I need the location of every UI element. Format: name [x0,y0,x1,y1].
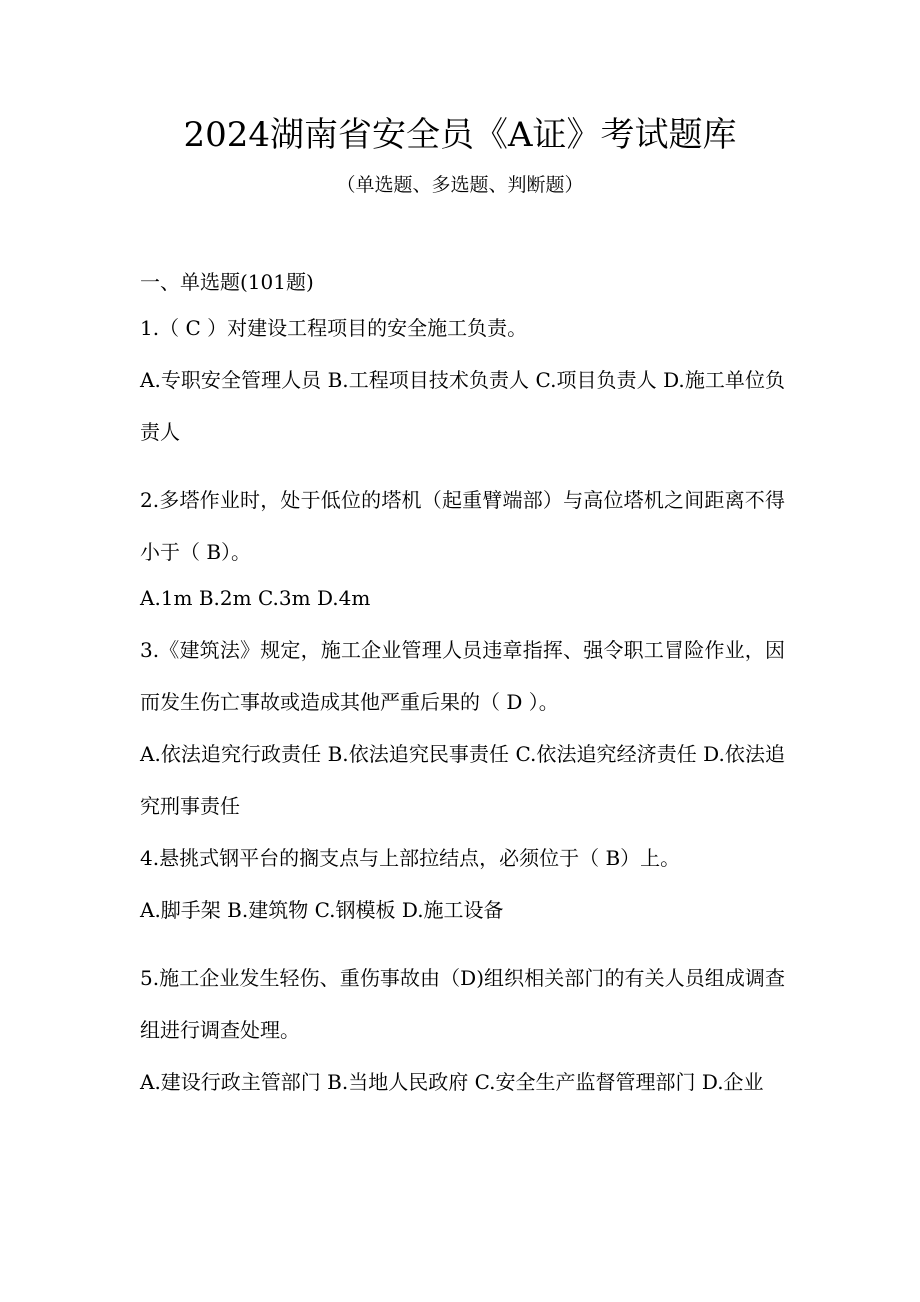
question-4-options: A.脚手架 B.建筑物 C.钢模板 D.施工设备 [140,898,504,922]
question-1-options: A.专职安全管理人员 B.工程项目技术负责人 C.项目负责人 D.施工单位负责人 [140,368,785,444]
question-4 [140,832,785,936]
question-2 [140,474,785,614]
question-4-stem: 4.悬挑式钢平台的搁支点与上部拉结点，必须位于（ B）上。 [140,846,681,870]
question-2-options: A.1m B.2m C.3m D.4m [140,586,371,610]
question-5-options: A.建设行政主管部门 B.当地人民政府 C.安全生产监督管理部门 D.企业 [140,1070,764,1094]
question-2-stem: 2.多塔作业时，处于低位的塔机（起重臂端部）与高位塔机之间距离不得小于（ B）。 [140,488,785,564]
question-3-options: A.依法追究行政责任 B.依法追究民事责任 C.依法追究经济责任 D.依法追究刑事责任 [140,742,785,818]
question-5 [140,952,785,1108]
question-5-stem: 5.施工企业发生轻伤、重伤事故由（D)组织相关部门的有关人员组成调查组进行调查处理。 [140,966,785,1042]
question-3 [140,624,785,832]
question-3-stem: 3.《建筑法》规定，施工企业管理人员违章指挥、强令职工冒险作业，因而发生伤亡事故或造成其他严重后果的（ D ）。 [140,638,785,714]
section-heading: 一、单选题(101题) [140,270,314,294]
question-1-stem: 1.（ C ）对建设工程项目的安全施工负责。 [140,316,528,340]
question-1 [140,302,785,458]
document-subtitle: （单选题、多选题、判断题） [336,174,584,196]
document-title: 2024湖南省安全员《A证》考试题库 [183,115,737,155]
